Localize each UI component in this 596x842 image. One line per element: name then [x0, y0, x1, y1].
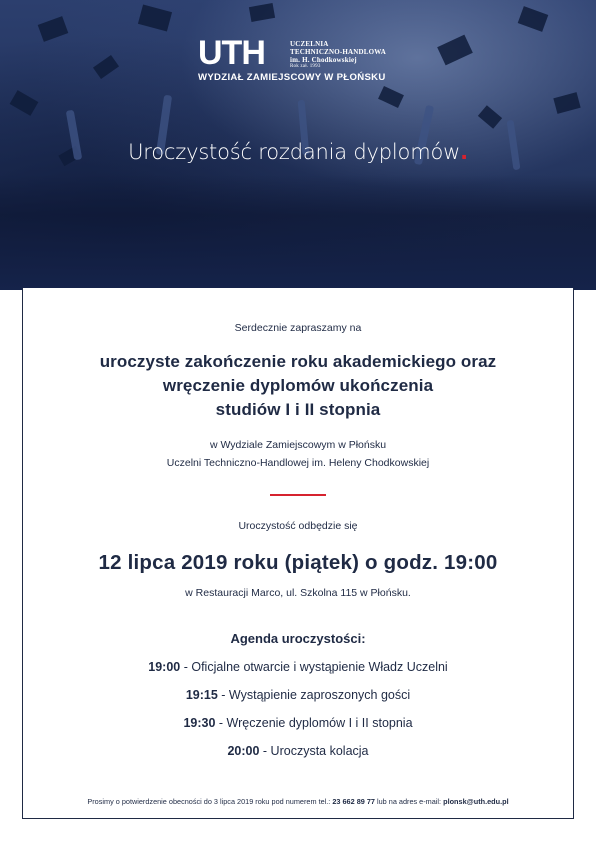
place-line-1: w Wydziale Zamiejscowym w Płońsku — [209, 439, 387, 451]
logo-mark: UTH — [198, 34, 265, 72]
agenda-text: - Wystąpienie zaproszonych gości — [217, 688, 411, 702]
department-name: WYDZIAŁ ZAMIEJSCOWY W PŁOŃSKU — [198, 72, 386, 83]
title-dot: . — [460, 140, 468, 164]
graduation-cap-icon — [478, 105, 502, 129]
title-text: Uroczystość rozdania dyplomów — [128, 140, 461, 164]
graduation-cap-icon — [249, 3, 275, 22]
logo-name-line3: im. H. Chodkowskiej — [290, 56, 357, 64]
agenda-item — [0, 688, 596, 702]
logo-name — [290, 40, 386, 70]
event-intro: Uroczystość odbędzie się — [238, 520, 358, 532]
logo-name-line2: TECHNICZNO-HANDLOWA — [290, 48, 386, 56]
agenda-time: 19:15 — [185, 688, 218, 702]
agenda-text: - Wręczenie dyplomów I i II stopnia — [215, 716, 413, 730]
page-title — [0, 140, 596, 164]
agenda-time: 19:30 — [183, 716, 216, 730]
hero-banner — [0, 0, 596, 290]
crowd-silhouette — [0, 175, 596, 290]
agenda-time: 19:00 — [148, 660, 181, 674]
agenda-item — [0, 716, 596, 730]
rsvp-phone: 23 662 89 77 — [332, 797, 375, 806]
agenda-item — [0, 744, 596, 758]
headline-line-3: studiów I i II stopnia — [215, 400, 381, 419]
graduation-cap-icon — [138, 4, 172, 31]
event-venue: w Restauracji Marco, ul. Szkolna 115 w Płońsku. — [185, 587, 411, 599]
headline-line-2: wręczenie dyplomów ukończenia — [162, 376, 434, 395]
red-divider — [270, 494, 326, 496]
logo-name-line1: UCZELNIA — [290, 40, 329, 48]
logo-est: Rok zał. 1993 — [290, 64, 321, 69]
agenda-time: 20:00 — [227, 744, 260, 758]
agenda-text: - Uroczysta kolacja — [259, 744, 369, 758]
headline-line-1: uroczyste zakończenie roku akademickiego oraz — [99, 352, 497, 371]
rsvp-text: Prosimy o potwierdzenie obecności do 3 lipca 2019 roku pod numerem tel.: — [87, 797, 333, 806]
agenda-item — [0, 660, 596, 674]
graduation-cap-icon — [378, 86, 404, 108]
graduation-cap-icon — [437, 35, 473, 66]
rsvp-middle: lub na adres e-mail: — [374, 797, 444, 806]
graduation-cap-icon — [93, 55, 119, 79]
event-date: 12 lipca 2019 roku (piątek) o godz. 19:00 — [98, 551, 498, 574]
graduation-cap-icon — [10, 90, 39, 116]
agenda-text: - Oficjalne otwarcie i wystąpienie Władz Uczelni — [180, 660, 448, 674]
graduation-cap-icon — [38, 16, 69, 42]
rsvp-email[interactable]: plonsk@uth.edu.pl — [443, 797, 509, 806]
uth-logo — [198, 34, 408, 88]
agenda-title: Agenda uroczystości: — [230, 631, 366, 646]
intro-text: Serdecznie zapraszamy na — [234, 322, 362, 334]
graduation-cap-icon — [553, 92, 580, 114]
rsvp-footer — [0, 797, 596, 806]
graduation-cap-icon — [518, 6, 549, 32]
place-line-2: Uczelni Techniczno-Handlowej im. Heleny Chodkowskiej — [166, 457, 430, 469]
